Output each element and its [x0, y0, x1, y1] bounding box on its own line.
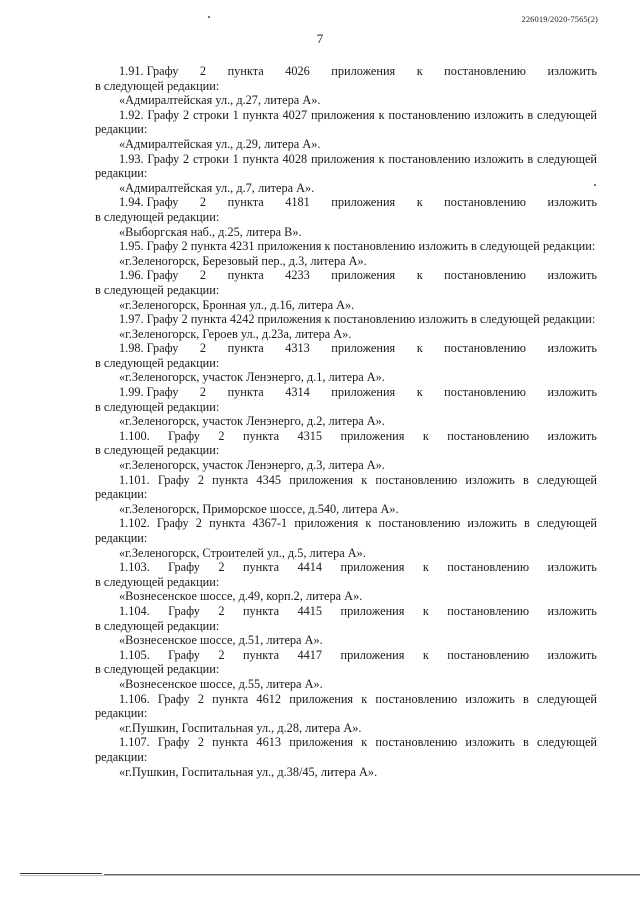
word: пункта	[227, 64, 264, 78]
paragraph: 1.107. Графу 2 пункта 4613 приложения к постановлению изложить в следующей редакции:	[95, 735, 597, 764]
address-quote: «г.Пушкин, Госпитальная ул., д.38/45, литера А».	[119, 764, 378, 779]
word: 2	[199, 64, 207, 78]
word: пункта	[242, 560, 280, 575]
word: приложения	[340, 647, 405, 662]
paragraph-continuation: в следующей редакции:	[95, 355, 220, 370]
word: 2	[218, 647, 225, 662]
word: 1.100.	[119, 428, 150, 443]
word: приложения	[340, 560, 405, 575]
word: 1.98. Графу	[119, 341, 179, 356]
word: Графу	[168, 428, 200, 443]
word: приложения	[340, 428, 405, 443]
paragraph-line	[95, 268, 597, 283]
word: 1.96. Графу	[119, 268, 179, 283]
word: постановлению	[444, 64, 526, 78]
word: 1.91. Графу	[119, 64, 179, 78]
paragraph-line	[95, 560, 597, 575]
word: 1.104.	[119, 603, 150, 618]
word: пункта	[227, 268, 264, 283]
word: Графу	[168, 647, 200, 662]
word: 4313	[285, 341, 310, 356]
word: изложить	[547, 64, 597, 78]
address-quote: «Вознесенское шоссе, д.51, литера А».	[119, 633, 323, 648]
word: 1.99. Графу	[119, 385, 179, 400]
word: пункта	[242, 428, 280, 443]
word: 4415	[297, 603, 323, 618]
word: 4414	[297, 560, 323, 575]
paragraph-line	[95, 648, 597, 663]
word: 2	[218, 428, 225, 443]
paragraph: 1.95. Графу 2 пункта 4231 приложения к постановлению изложить в следующей редакции:	[119, 239, 596, 254]
word: к	[422, 647, 429, 662]
word: Графу	[168, 560, 200, 575]
paragraph-continuation: в следующей редакции:	[95, 209, 220, 224]
word: приложения	[331, 385, 396, 400]
word: постановлению	[444, 385, 526, 400]
word: к	[416, 268, 423, 283]
paragraph: 1.93. Графу 2 строки 1 пункта 4028 приложения к постановлению изложить в следующей редакции:	[95, 151, 597, 181]
paragraph-continuation: в следующей редакции:	[95, 78, 220, 93]
word: изложить	[547, 647, 597, 662]
paragraph: 1.97. Графу 2 пункта 4242 приложения к постановлению изложить в следующей редакции:	[119, 312, 596, 327]
word: приложения	[331, 195, 396, 210]
word: приложения	[331, 268, 396, 283]
word: постановлению	[444, 341, 526, 356]
address-quote: «г.Зеленогорск, Строителей ул., д.5, литера А».	[119, 545, 366, 560]
document-id: 226019/2020-7565(2)	[521, 14, 598, 24]
paragraph-continuation: в следующей редакции:	[95, 662, 220, 677]
paragraph-continuation: в следующей редакции:	[95, 618, 220, 633]
word: пункта	[227, 195, 264, 210]
word: 4026	[285, 64, 310, 78]
address-quote: «г.Зеленогорск, Приморское шоссе, д.540, литера А».	[119, 501, 399, 516]
word: пункта	[227, 341, 264, 356]
word: постановлению	[444, 268, 526, 283]
address-quote: «Вознесенское шоссе, д.49, корп.2, литера А».	[119, 589, 363, 604]
word: Графу	[168, 603, 200, 618]
word: постановлению	[447, 603, 530, 618]
paragraph: 1.92. Графу 2 строки 1 пункта 4027 приложения к постановлению изложить в следующей редакции:	[95, 107, 597, 137]
paragraph-continuation: в следующей редакции:	[95, 574, 220, 589]
address-quote: «Адмиралтейская ул., д.27, литера А».	[119, 93, 321, 108]
word: 1.94. Графу	[119, 195, 179, 210]
word: постановлению	[447, 560, 530, 575]
word: к	[416, 385, 423, 400]
paragraph-line	[95, 604, 597, 619]
word: 4315	[297, 428, 323, 443]
word: постановлению	[447, 428, 530, 443]
word: постановлению	[444, 195, 526, 210]
word: 2	[199, 268, 207, 283]
word: 4181	[285, 195, 310, 210]
word: 2	[199, 385, 207, 400]
address-quote: «Адмиралтейская ул., д.7, литера А».	[119, 180, 315, 195]
word: к	[422, 428, 429, 443]
paragraph: 1.106. Графу 2 пункта 4612 приложения к постановлению изложить в следующей редакции:	[95, 691, 597, 721]
address-quote: «г.Пушкин, Госпитальная ул., д.28, литера А».	[119, 720, 362, 735]
word: 2	[218, 603, 225, 618]
word: к	[416, 341, 423, 356]
word: приложения	[340, 603, 405, 618]
address-quote: «г.Зеленогорск, участок Ленэнерго, д.2, литера А».	[119, 414, 385, 429]
paragraph-line	[95, 429, 597, 444]
word: 2	[199, 341, 207, 356]
paragraph-continuation: в следующей редакции:	[95, 399, 220, 414]
word: к	[422, 603, 429, 618]
address-quote: «Выборгская наб., д.25, литера В».	[119, 224, 302, 239]
word: 2	[218, 560, 225, 575]
scan-speck	[594, 184, 596, 186]
word: 1.103.	[119, 560, 150, 575]
word: изложить	[547, 560, 597, 575]
word: к	[416, 195, 423, 210]
word: изложить	[547, 268, 597, 283]
word: изложить	[547, 603, 597, 618]
word: 1.105.	[119, 647, 150, 662]
address-quote: «г.Зеленогорск, Героев ул., д.23а, литера А».	[119, 326, 352, 341]
paragraph-continuation: в следующей редакции:	[95, 282, 220, 297]
word: изложить	[547, 341, 597, 356]
paragraph: 1.101. Графу 2 пункта 4345 приложения к постановлению изложить в следующей редакции:	[95, 472, 597, 502]
word: изложить	[547, 385, 597, 400]
paragraph-line	[95, 385, 597, 400]
paragraph-line	[95, 195, 597, 210]
address-quote: «г.Зеленогорск, Бронная ул., д.16, литера А».	[119, 297, 355, 312]
bottom-scan-edge	[0, 873, 640, 876]
word: к	[422, 560, 429, 575]
page-number: 7	[316, 31, 324, 46]
address-quote: «г.Зеленогорск, участок Ленэнерго, д.1, литера А».	[119, 370, 385, 385]
word: приложения	[331, 341, 396, 356]
paragraph: 1.102. Графу 2 пункта 4367-1 приложения к постановлению изложить в следующей редакции:	[95, 516, 597, 545]
word: 4417	[297, 647, 323, 662]
word: пункта	[242, 603, 280, 618]
address-quote: «Вознесенское шоссе, д.55, литера А».	[119, 676, 323, 691]
word: 4314	[285, 385, 310, 400]
word: изложить	[547, 195, 597, 210]
word: 4233	[285, 268, 310, 283]
word: 2	[199, 195, 207, 210]
word: изложить	[547, 428, 597, 443]
paragraph-continuation: в следующей редакции:	[95, 443, 220, 458]
word: пункта	[242, 647, 280, 662]
scan-speck	[208, 16, 210, 18]
address-quote: «г.Зеленогорск, участок Ленэнерго, д.3, литера А».	[119, 458, 385, 473]
paragraph-line	[95, 64, 597, 79]
document-body	[95, 64, 597, 779]
word: приложения	[331, 64, 396, 78]
paragraph-line	[95, 341, 597, 356]
address-quote: «Адмиралтейская ул., д.29, литера А».	[119, 136, 321, 151]
word: постановлению	[447, 647, 530, 662]
word: к	[416, 64, 423, 78]
word: пункта	[227, 385, 264, 400]
address-quote: «г.Зеленогорск, Березовый пер., д.3, литера А».	[119, 253, 367, 268]
